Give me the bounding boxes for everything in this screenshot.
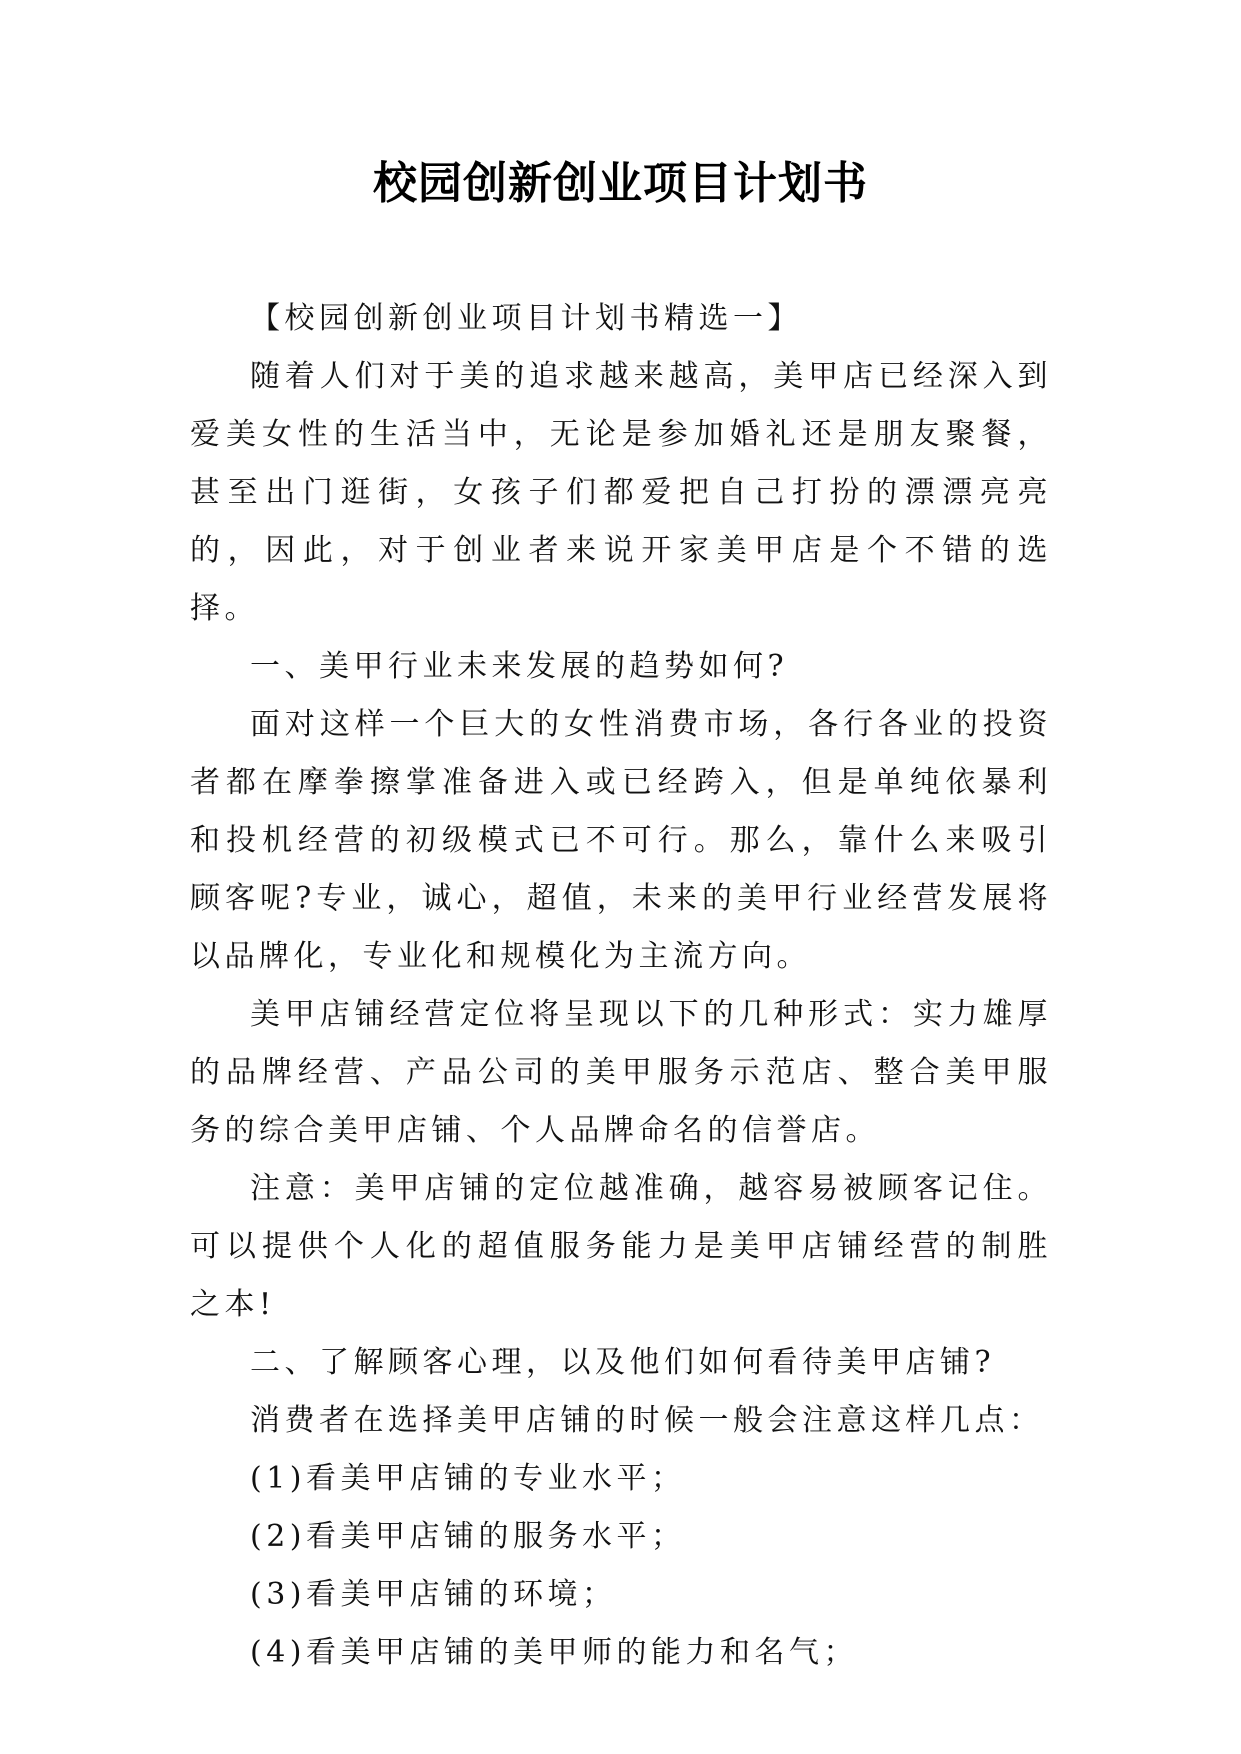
heading-customer-psychology: 二、了解顾客心理，以及他们如何看待美甲店铺? (250, 1345, 996, 1380)
section-label: 【校园创新创业项目计划书精选一】 (250, 301, 802, 336)
paragraph-intro: 随着人们对于美的追求越来越高，美甲店已经深入到爱美女性的生活当中，无论是参加婚礼还是朋友聚餐，甚至出门逛街，女孩子们都爱把自己打扮的漂漂亮亮的，因此，对于创业者来说开家美甲店是个不错的选择。 (190, 359, 1052, 626)
document-body (190, 290, 1052, 1682)
list-item: (2)看美甲店铺的服务水平； (250, 1519, 686, 1554)
list-item: (1)看美甲店铺的专业水平； (250, 1461, 686, 1496)
paragraph-market: 面对这样一个巨大的女性消费市场，各行各业的投资者都在摩拳擦掌准备进入或已经跨入，但是单纯依暴利和投机经营的初级模式已不可行。那么，靠什么来吸引顾客呢?专业，诚心，超值，未来的美甲行业经营发展将以品牌化，专业化和规模化为主流方向。 (190, 707, 1052, 974)
heading-industry-trend: 一、美甲行业未来发展的趋势如何? (250, 649, 789, 684)
document-title: 校园创新创业项目计划书 (373, 158, 868, 209)
paragraph-positioning: 美甲店铺经营定位将呈现以下的几种形式：实力雄厚的品牌经营、产品公司的美甲服务示范店、整合美甲服务的综合美甲店铺、个人品牌命名的信誉店。 (190, 997, 1052, 1148)
list-item: (3)看美甲店铺的环境； (250, 1577, 617, 1612)
list-item: (4)看美甲店铺的美甲师的能力和名气； (250, 1635, 858, 1670)
paragraph-consumer-points: 消费者在选择美甲店铺的时候一般会注意这样几点： (250, 1403, 1044, 1438)
paragraph-note: 注意：美甲店铺的定位越准确，越容易被顾客记住。可以提供个人化的超值服务能力是美甲店铺经营的制胜之本! (190, 1171, 1052, 1322)
